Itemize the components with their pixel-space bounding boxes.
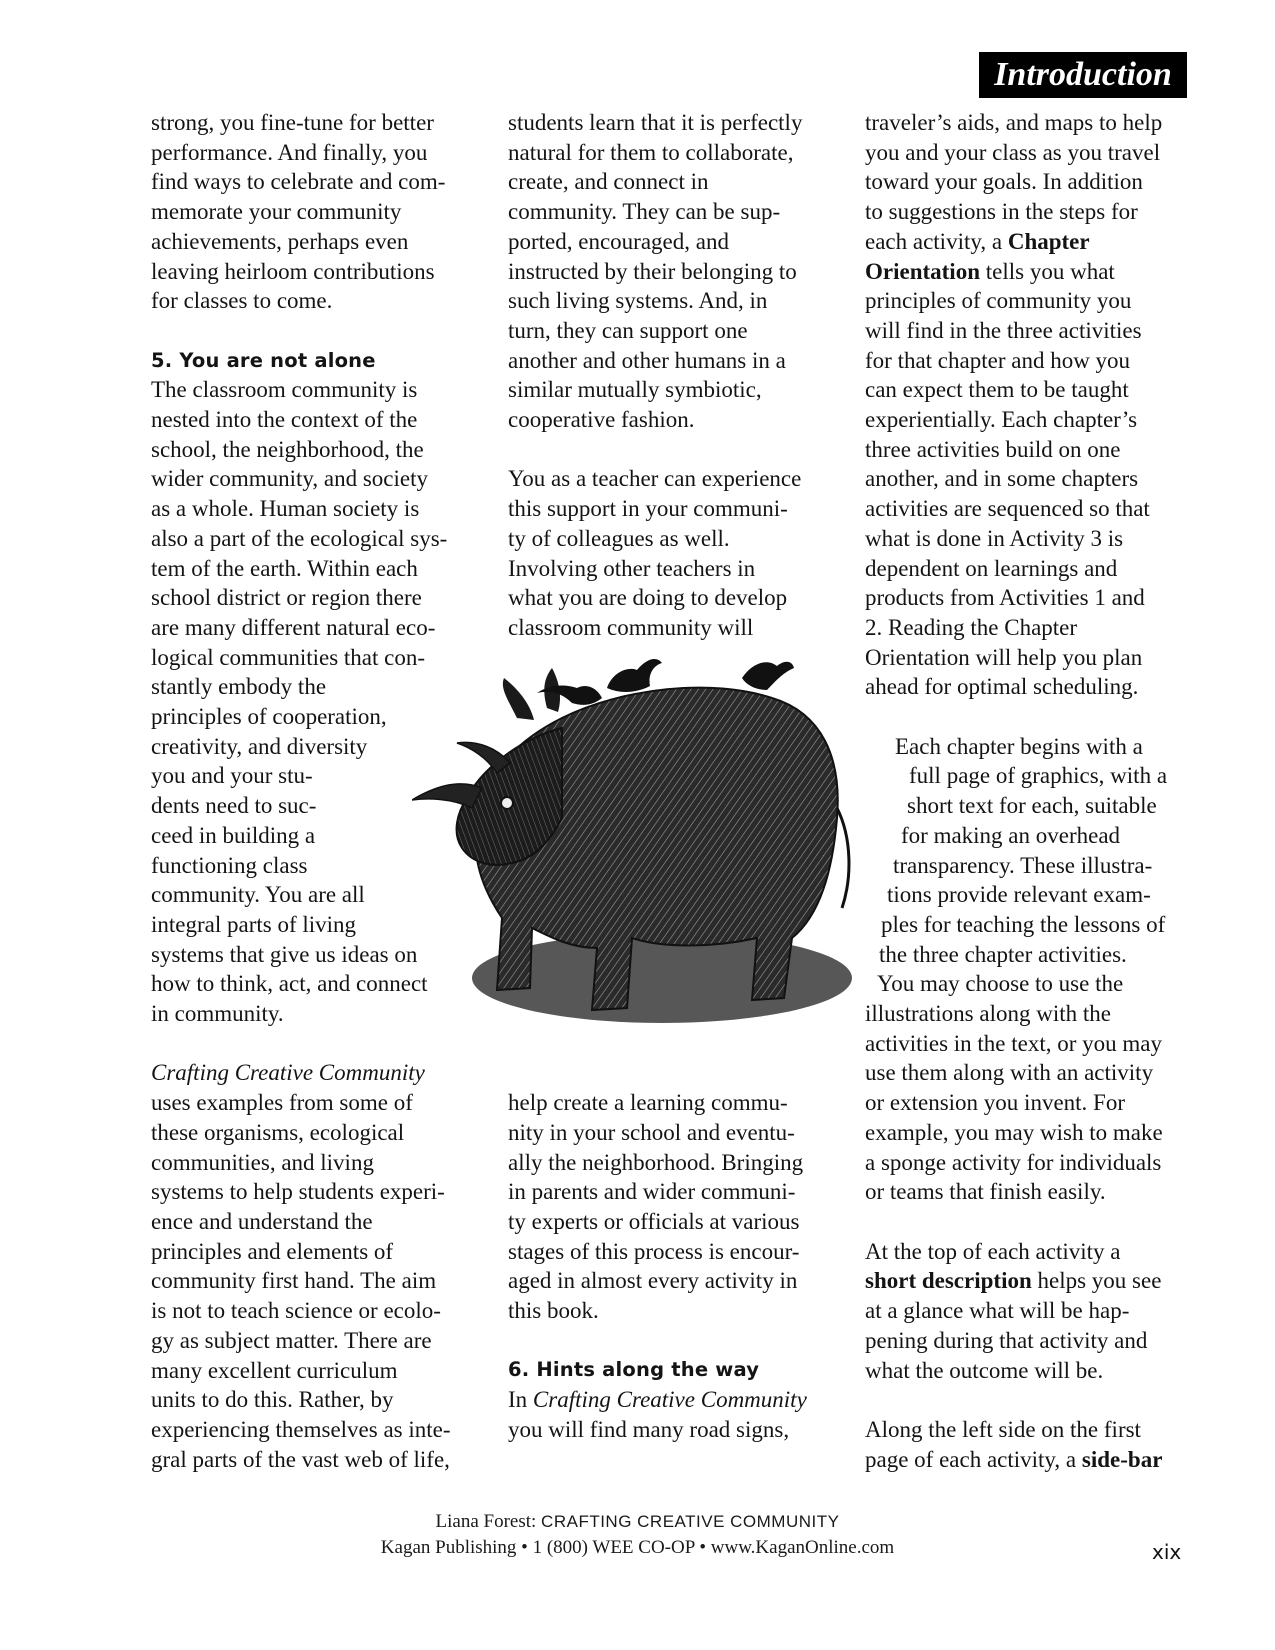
text-line: in parents and wider communi- bbox=[508, 1179, 796, 1205]
text-line: short text for each, suitable bbox=[907, 793, 1157, 819]
text-line: units to do this. Rather, by bbox=[151, 1387, 394, 1413]
text-line: to suggestions in the steps for bbox=[865, 199, 1138, 225]
text-line: You may choose to use the bbox=[877, 971, 1124, 997]
text-line: instructed by their belonging to bbox=[508, 258, 797, 284]
text-line: leaving heirloom contributions bbox=[151, 258, 435, 284]
text-line: toward your goals. In addition bbox=[865, 169, 1143, 195]
text-line: illustrations along with the bbox=[865, 1001, 1111, 1027]
text-line: community first hand. The aim bbox=[151, 1268, 437, 1294]
text-line: find ways to celebrate and com- bbox=[151, 169, 446, 195]
column3-para1 bbox=[865, 108, 1195, 702]
text-line: turn, they can support one bbox=[508, 317, 748, 343]
text-line: this support in your communi- bbox=[508, 496, 788, 522]
column2-para2 bbox=[508, 464, 838, 642]
text-line: You as a teacher can experience bbox=[508, 466, 802, 492]
section-title: Introduction bbox=[979, 52, 1187, 98]
text-line: another, and in some chapters bbox=[865, 466, 1139, 492]
column2-para1 bbox=[508, 108, 838, 435]
text-line: cooperative fashion. bbox=[508, 407, 695, 433]
text-line: ported, encouraged, and bbox=[508, 228, 729, 254]
text-line: for making an overhead bbox=[901, 822, 1121, 848]
text-line: stages of this process is encour- bbox=[508, 1238, 800, 1264]
rhino-ear bbox=[503, 678, 534, 720]
text-line: full page of graphics, with a bbox=[909, 763, 1168, 789]
text-line: help create a learning commu- bbox=[508, 1090, 788, 1116]
text-line: what is done in Activity 3 is bbox=[865, 525, 1124, 551]
text-line: school district or region there bbox=[151, 585, 422, 611]
text-line: what the outcome will be. bbox=[865, 1357, 1104, 1383]
text-line: nested into the context of the bbox=[151, 407, 418, 433]
text-line: experiencing themselves as inte- bbox=[151, 1416, 451, 1442]
text-line: At the top of each activity a bbox=[865, 1238, 1121, 1264]
text-line: activities in the text, or you may bbox=[865, 1030, 1163, 1056]
text-fragment: each activity, a bbox=[865, 228, 1003, 254]
text-line: stantly embody the bbox=[151, 674, 327, 700]
text-fragment: In bbox=[508, 1387, 528, 1413]
text-line: use them along with an activity bbox=[865, 1060, 1154, 1086]
text-line: classroom community will bbox=[508, 614, 754, 640]
text-line: logical communities that con- bbox=[151, 644, 426, 670]
section-heading-5: 5. You are not alone bbox=[151, 348, 376, 372]
text-fragment: tells you what bbox=[985, 258, 1115, 284]
text-line: community. You are all bbox=[151, 882, 365, 908]
text-line: memorate your community bbox=[151, 199, 402, 225]
text-line: dents need to suc- bbox=[151, 793, 317, 819]
text-line: you and your class as you travel bbox=[865, 139, 1161, 165]
text-line: create, and connect in bbox=[508, 169, 709, 195]
text-line: experientially. Each chapter’s bbox=[865, 407, 1138, 433]
text-line: gral parts of the vast web of life, bbox=[151, 1446, 450, 1472]
text-line: ence and understand the bbox=[151, 1208, 373, 1234]
text-line: such living systems. And, in bbox=[508, 288, 768, 314]
bold-term: side-bar bbox=[1081, 1446, 1163, 1472]
column1-para1 bbox=[151, 108, 481, 316]
text-line: ahead for optimal scheduling. bbox=[865, 674, 1139, 700]
text-line: integral parts of living bbox=[151, 911, 357, 937]
text-line: principles and elements of bbox=[151, 1238, 394, 1264]
text-line: you will find many road signs, bbox=[508, 1416, 790, 1442]
text-line: are many different natural eco- bbox=[151, 614, 436, 640]
text-fragment: helps you see bbox=[1037, 1268, 1162, 1294]
text-line: tem of the earth. Within each bbox=[151, 555, 418, 581]
bold-term: Chapter bbox=[1007, 228, 1090, 254]
text-line: 2. Reading the Chapter bbox=[865, 614, 1078, 640]
text-line: is not to teach science or ecolo- bbox=[151, 1298, 441, 1324]
footer-book-title: CRAFTING CREATIVE COMMUNITY bbox=[541, 1512, 840, 1531]
text-line: school, the neighborhood, the bbox=[151, 436, 424, 462]
column3-para3 bbox=[865, 1237, 1195, 1386]
oxpecker-bird bbox=[607, 659, 662, 692]
text-line: systems to help students experi- bbox=[151, 1179, 445, 1205]
book-title-italic: Crafting Creative Community bbox=[151, 1060, 425, 1086]
text-line: ples for teaching the lessons of bbox=[881, 911, 1166, 937]
footer-credit bbox=[0, 1509, 1275, 1535]
text-line: as a whole. Human society is bbox=[151, 496, 420, 522]
text-line: Involving other teachers in bbox=[508, 555, 756, 581]
text-fragment: page of each activity, a bbox=[865, 1446, 1077, 1472]
text-line: three activities build on one bbox=[865, 436, 1121, 462]
text-line: principles of cooperation, bbox=[151, 704, 387, 730]
footer-publisher: Kagan Publishing • 1 (800) WEE CO-OP • www.KaganOnline.com bbox=[380, 1537, 895, 1558]
text-line: Orientation will help you plan bbox=[865, 644, 1143, 670]
text-line: pening during that activity and bbox=[865, 1327, 1148, 1353]
text-line: performance. And finally, you bbox=[151, 139, 428, 165]
footer-author: Liana Forest: bbox=[435, 1511, 537, 1532]
text-line: many excellent curriculum bbox=[151, 1357, 398, 1383]
text-line: similar mutually symbiotic, bbox=[508, 377, 762, 403]
text-line: for that chapter and how you bbox=[865, 347, 1131, 373]
text-line: for classes to come. bbox=[151, 288, 333, 314]
text-line: Along the left side on the first bbox=[865, 1416, 1141, 1442]
column2-para3 bbox=[508, 1088, 838, 1326]
text-line: achievements, perhaps even bbox=[151, 228, 409, 254]
text-line: uses examples from some of bbox=[151, 1090, 413, 1116]
text-line: gy as subject matter. There are bbox=[151, 1327, 432, 1353]
column1-para3 bbox=[151, 1058, 481, 1474]
text-line: ty of colleagues as well. bbox=[508, 525, 730, 551]
column2-para4 bbox=[508, 1385, 838, 1444]
oxpecker-bird bbox=[742, 662, 794, 690]
text-line: wider community, and society bbox=[151, 466, 428, 492]
text-line: how to think, act, and connect bbox=[151, 971, 428, 997]
text-line: example, you may wish to make bbox=[865, 1119, 1163, 1145]
text-line: principles of community you bbox=[865, 288, 1132, 314]
text-line: can expect them to be taught bbox=[865, 377, 1129, 403]
text-line: students learn that it is perfectly bbox=[508, 110, 803, 135]
text-line: nity in your school and eventu- bbox=[508, 1119, 795, 1145]
text-line: tions provide relevant exam- bbox=[887, 882, 1151, 908]
column3-para2 bbox=[865, 732, 1195, 1207]
text-line: strong, you fine-tune for better bbox=[151, 110, 434, 135]
text-line: also a part of the ecological sys- bbox=[151, 525, 448, 551]
rhino-with-birds-illustration bbox=[412, 648, 886, 1090]
bold-term: Orientation bbox=[865, 258, 980, 284]
section-heading-6: 6. Hints along the way bbox=[508, 1358, 760, 1382]
bold-term: short description bbox=[865, 1268, 1032, 1294]
book-title-italic: Crafting Creative Community bbox=[532, 1387, 807, 1413]
text-line: or extension you invent. For bbox=[865, 1090, 1125, 1116]
text-line: functioning class bbox=[151, 852, 308, 878]
text-line: community. They can be sup- bbox=[508, 199, 781, 225]
text-line: you and your stu- bbox=[151, 763, 313, 789]
text-line: in community. bbox=[151, 1001, 284, 1027]
text-line: aged in almost every activity in bbox=[508, 1268, 798, 1294]
rhino-front-horn bbox=[412, 784, 482, 808]
text-line: the three chapter activities. bbox=[879, 941, 1127, 967]
text-line: creativity, and diversity bbox=[151, 733, 368, 759]
text-line: at a glance what will be hap- bbox=[865, 1298, 1130, 1324]
text-line: what you are doing to develop bbox=[508, 585, 788, 611]
text-line: ally the neighborhood. Bringing bbox=[508, 1149, 804, 1175]
text-line: products from Activities 1 and bbox=[865, 585, 1145, 611]
text-line: The classroom community is bbox=[151, 377, 418, 403]
text-line: this book. bbox=[508, 1298, 599, 1324]
text-line: a sponge activity for individuals bbox=[865, 1149, 1162, 1175]
text-line: ceed in building a bbox=[151, 822, 316, 848]
rhino-rear-horn bbox=[457, 742, 510, 773]
rhino-tail bbox=[837, 808, 849, 908]
text-column-3 bbox=[865, 108, 1195, 1474]
page-number: xix bbox=[1152, 1540, 1182, 1564]
text-line: will find in the three activities bbox=[865, 317, 1142, 343]
text-line: systems that give us ideas on bbox=[151, 941, 418, 967]
text-line: dependent on learnings and bbox=[865, 555, 1118, 581]
text-line: communities, and living bbox=[151, 1149, 374, 1175]
text-line: activities are sequenced so that bbox=[865, 496, 1150, 522]
text-line: or teams that finish easily. bbox=[865, 1179, 1106, 1205]
text-line: ty experts or officials at various bbox=[508, 1208, 800, 1234]
rhino-eye bbox=[501, 797, 513, 809]
text-line: natural for them to collaborate, bbox=[508, 139, 794, 165]
text-line: Each chapter begins with a bbox=[895, 733, 1143, 759]
text-line: traveler’s aids, and maps to help bbox=[865, 110, 1163, 135]
text-line: another and other humans in a bbox=[508, 347, 786, 373]
text-line: these organisms, ecological bbox=[151, 1119, 405, 1145]
column3-para4 bbox=[865, 1415, 1195, 1474]
text-line: transparency. These illustra- bbox=[893, 852, 1153, 878]
